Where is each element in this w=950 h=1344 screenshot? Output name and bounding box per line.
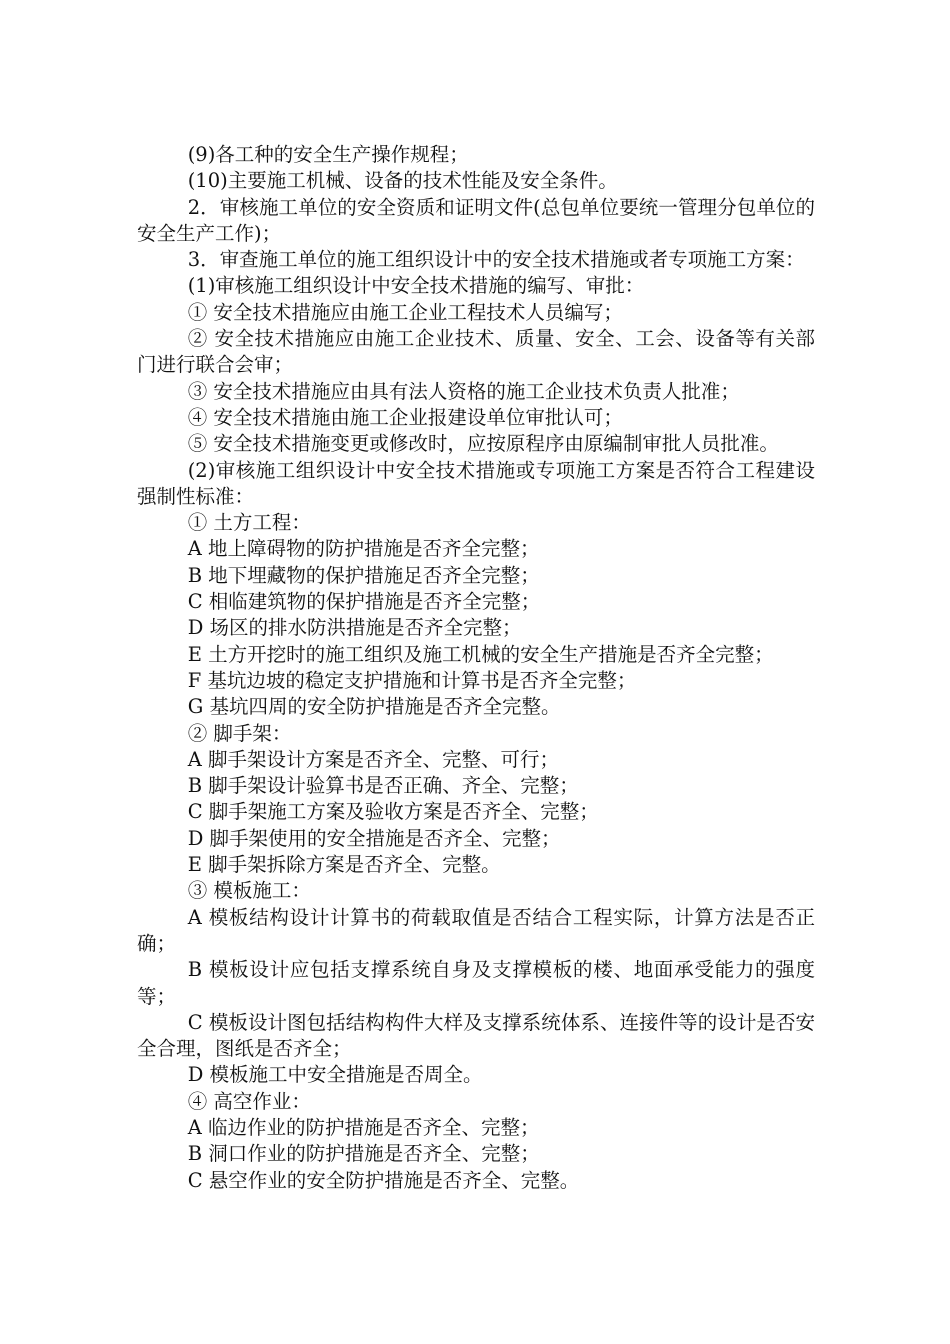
- paragraph: A 临边作业的防护措施是否齐全、完整；: [187, 1115, 540, 1139]
- paragraph: 3．审查施工单位的施工组织设计中的安全技术措施或者专项施工方案：: [187, 248, 805, 272]
- paragraph: A 地上障碍物的防护措施是否齐全完整；: [187, 537, 540, 561]
- paragraph: B 脚手架设计验算书是否正确、齐全、完整；: [187, 774, 579, 798]
- paragraph: (9)各工种的安全生产操作规程；: [187, 143, 469, 166]
- paragraph: ① 土方工程：: [187, 511, 311, 535]
- paragraph: ④ 高空作业：: [187, 1089, 311, 1113]
- paragraph: (10)主要施工机械、设备的技术性能及安全条件。: [187, 169, 618, 193]
- paragraph: ① 安全技术措施应由施工企业工程技术人员编写；: [187, 300, 623, 324]
- paragraph: (2)审核施工组织设计中安全技术措施或专项施工方案是否符合工程建设强制性标准：: [137, 458, 815, 508]
- paragraph: C 悬空作业的安全防护措施是否齐全、完整。: [187, 1168, 580, 1192]
- paragraph: B 洞口作业的防护措施是否齐全、完整；: [187, 1142, 540, 1166]
- paragraph: ④ 安全技术措施由施工企业报建设单位审批认可；: [187, 405, 623, 429]
- paragraph: A 模板结构设计计算书的荷载取值是否结合工程实际，计算方法是否正确；: [137, 905, 815, 955]
- paragraph: G 基坑四周的安全防护措施是否齐全完整。: [187, 695, 561, 719]
- document-page: [137, 142, 815, 1194]
- paragraph: ③ 模板施工：: [187, 879, 311, 903]
- paragraph: C 脚手架施工方案及验收方案是否齐全、完整；: [187, 800, 599, 824]
- paragraph: A 脚手架设计方案是否齐全、完整、可行；: [187, 747, 559, 771]
- paragraph: D 脚手架使用的安全措施是否齐全、完整；: [187, 826, 561, 850]
- paragraph: D 场区的排水防洪措施是否齐全完整；: [187, 616, 522, 640]
- paragraph: C 相临建筑物的保护措施是否齐全完整；: [187, 590, 541, 614]
- paragraph: ⑤ 安全技术措施变更或修改时，应按原程序由原编制审批人员批准。: [187, 432, 779, 456]
- paragraph: ③ 安全技术措施应由具有法人资格的施工企业技术负责人批准；: [187, 379, 740, 403]
- paragraph: ② 安全技术措施应由施工企业技术、质量、安全、工会、设备等有关部门进行联合会审；: [137, 327, 815, 377]
- paragraph: C 模板设计图包括结构构件大样及支撑系统体系、连接件等的设计是否安全合理，图纸是否齐全；: [137, 1010, 815, 1061]
- paragraph: B 模板设计应包括支撑系统自身及支撑模板的楼、地面承受能力的强度等；: [137, 958, 815, 1008]
- paragraph: D 模板施工中安全措施是否周全。: [187, 1063, 483, 1087]
- paragraph: F 基坑边坡的稳定支护措施和计算书是否齐全完整；: [187, 668, 637, 692]
- paragraph: E 脚手架拆除方案是否齐全、完整。: [187, 853, 501, 877]
- paragraph: 2．审核施工单位的安全资质和证明文件(总包单位要统一管理分包单位的安全生产工作)；: [137, 195, 815, 245]
- paragraph: (1)审核施工组织设计中安全技术措施的编写、审批：: [187, 274, 645, 298]
- paragraph: E 土方开挖时的施工组织及施工机械的安全生产措施是否齐全完整；: [187, 642, 774, 666]
- paragraph: ② 脚手架：: [187, 721, 292, 745]
- paragraph: B 地下埋藏物的保护措施足否齐全完整；: [187, 563, 540, 587]
